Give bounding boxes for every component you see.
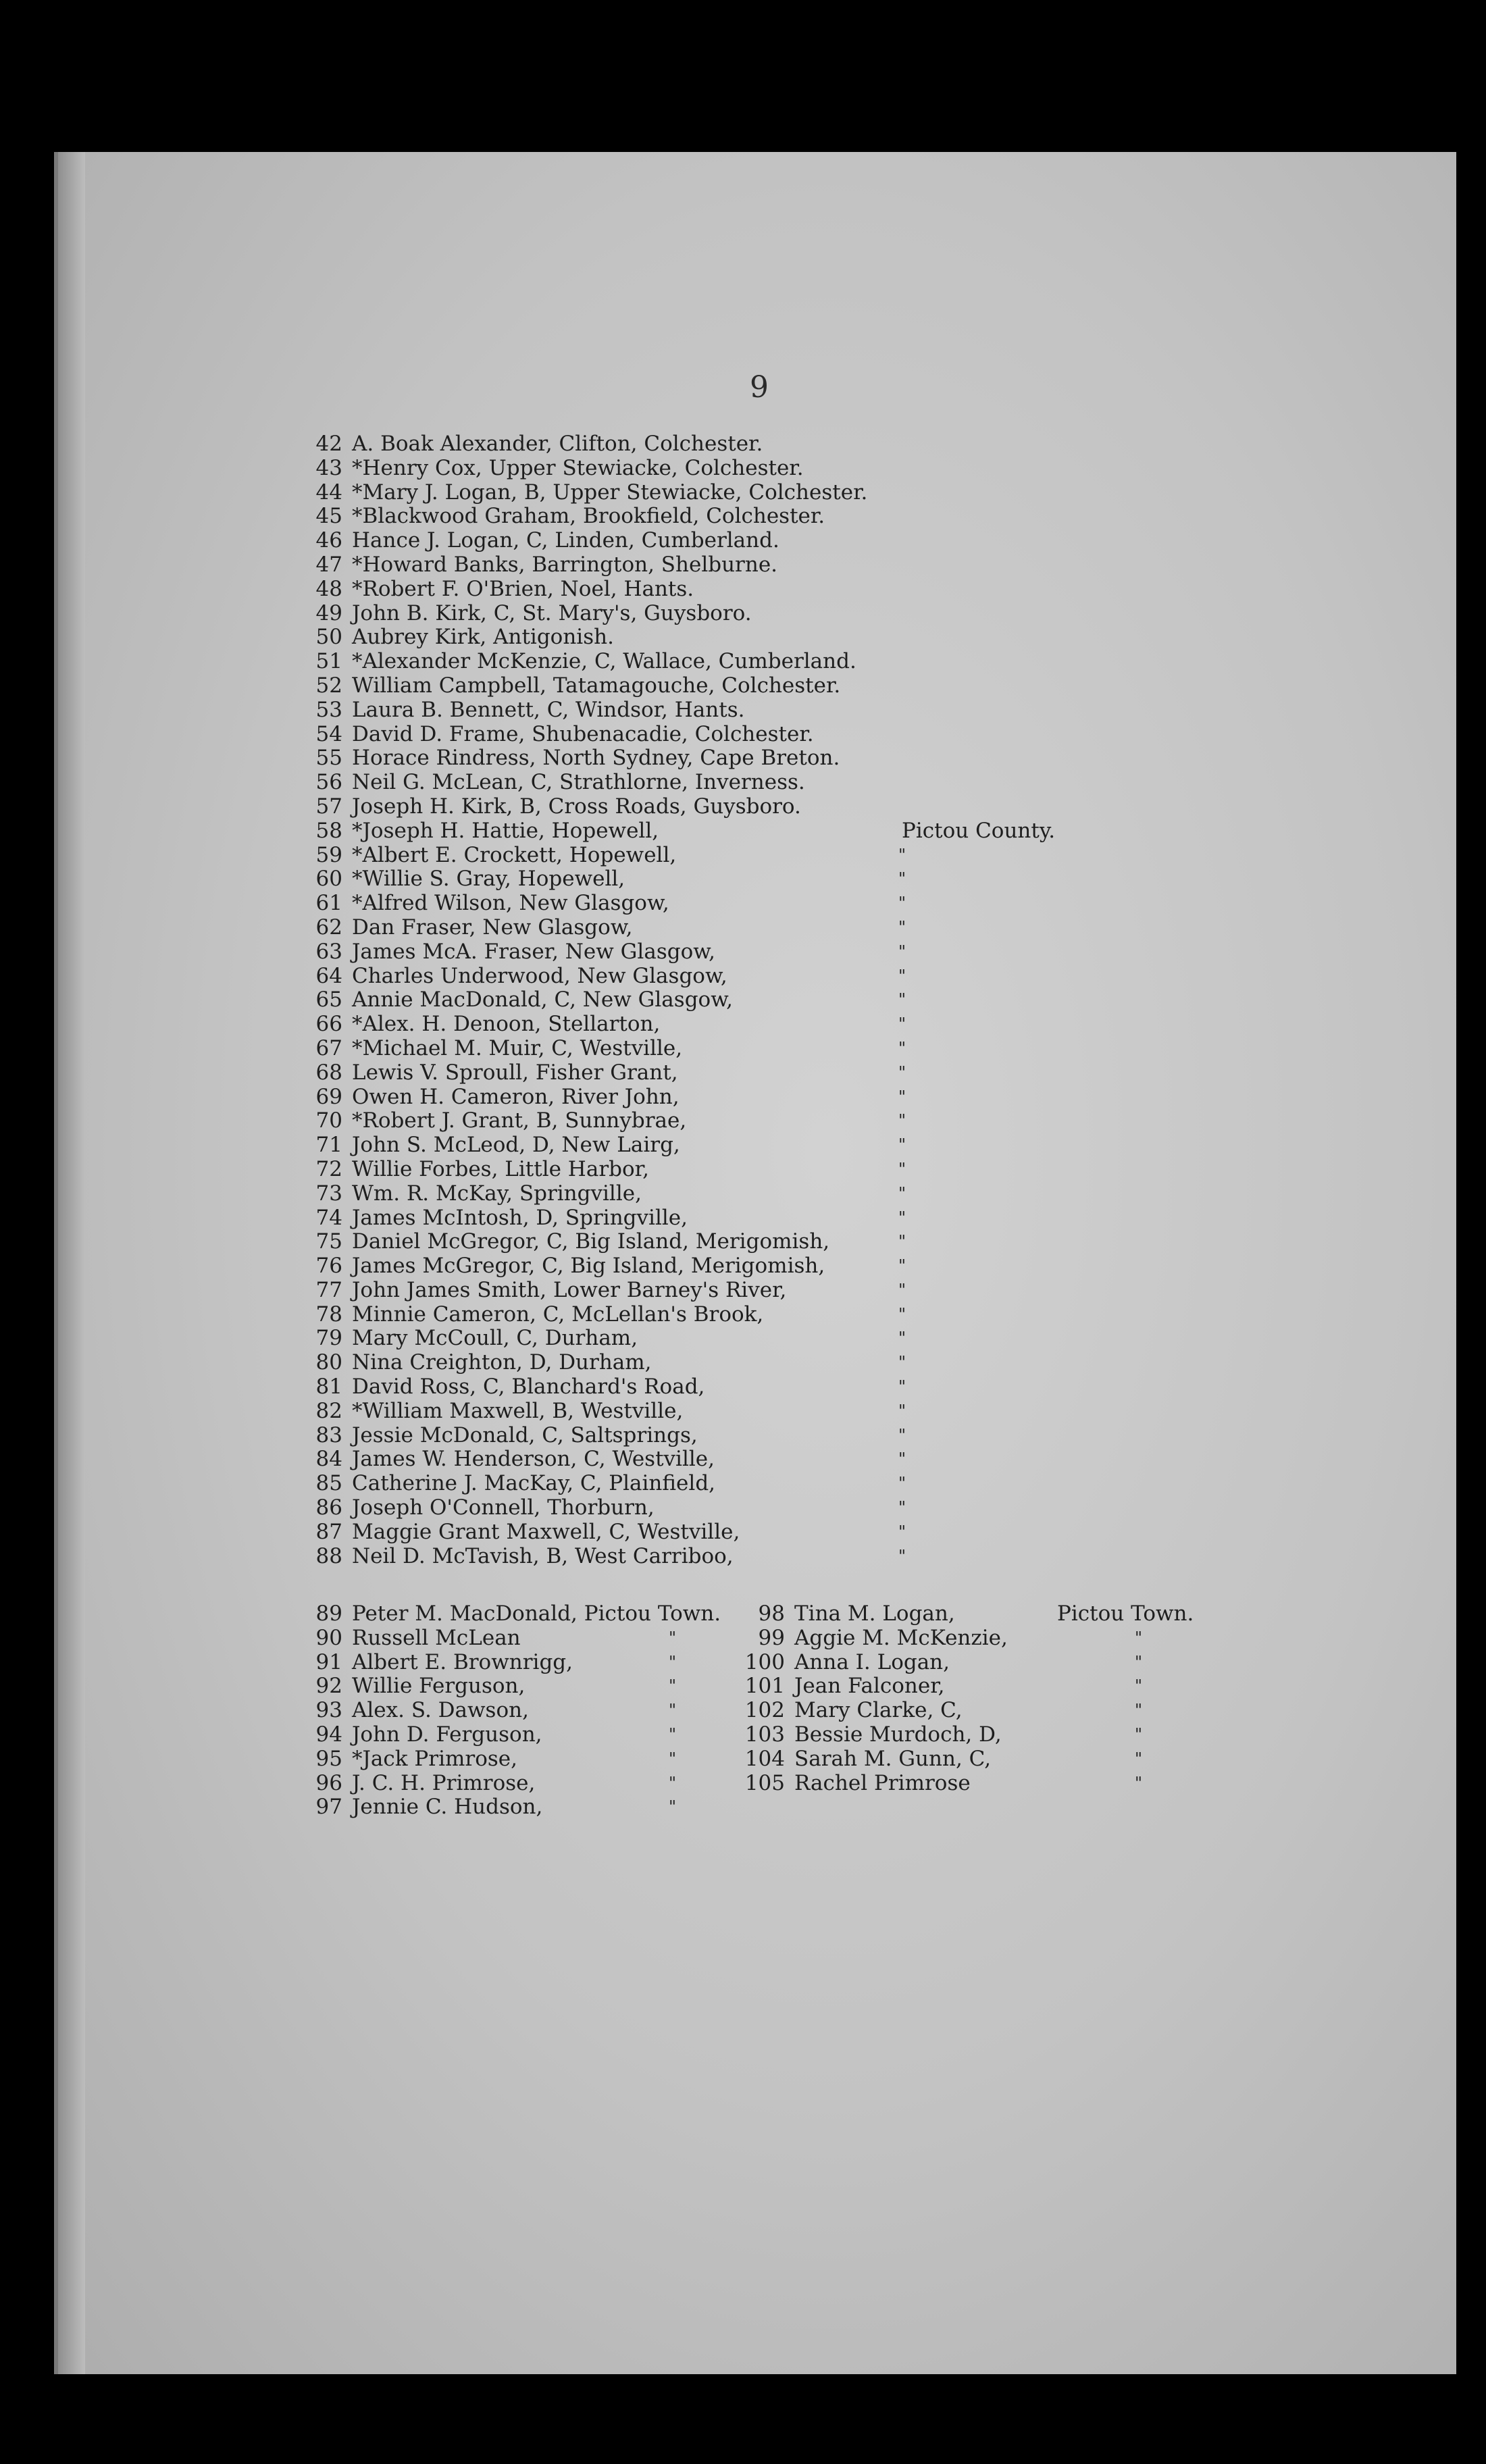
list-item: [307, 1520, 1253, 1545]
entry-text: Joseph H. Kirk, B, Cross Roads, Guysboro.: [352, 794, 801, 819]
entry-text: Dan Fraser, New Glasgow,: [352, 915, 633, 940]
entry-text: *Alexander McKenzie, C, Wallace, Cumberland.: [352, 649, 856, 674]
entry-number: 61: [315, 891, 342, 916]
entry-text: A. Boak Alexander, Clifton, Colchester.: [352, 432, 763, 456]
list-item: [307, 481, 1253, 505]
entry-number: 54: [315, 721, 342, 746]
right-column-entry: [743, 1674, 944, 1699]
list-item: [307, 529, 1253, 553]
entry-number: 92: [315, 1674, 342, 1699]
entry-text: Neil D. McTavish, B, West Carriboo,: [352, 1543, 734, 1568]
list-item: [307, 1037, 1253, 1061]
entry-number: 68: [315, 1060, 342, 1085]
entry-text: Daniel McGregor, C, Big Island, Merigomish,: [352, 1229, 830, 1254]
entry-number: 93: [315, 1698, 342, 1723]
ditto-mark: ": [669, 1773, 677, 1793]
entry-text: Charles Underwood, New Glasgow,: [352, 963, 727, 988]
entry-number: 95: [315, 1746, 342, 1771]
ditto-mark: ": [898, 845, 906, 865]
entry-number: 58: [315, 818, 342, 843]
list-item: [307, 1182, 1253, 1206]
entry-number: 86: [315, 1495, 342, 1520]
list-item: [307, 1424, 1253, 1448]
ditto-mark: ": [898, 1038, 906, 1058]
entry-number: 76: [315, 1254, 342, 1279]
list-item: [307, 457, 1253, 481]
list-item: [307, 1109, 1253, 1133]
entry-number: 100: [744, 1649, 785, 1674]
entry-number: 52: [315, 673, 342, 698]
entry-number: 96: [315, 1770, 342, 1795]
entry-number: 79: [315, 1326, 342, 1351]
entry-number: 87: [315, 1519, 342, 1544]
entry-text: John S. McLeod, D, New Lairg,: [352, 1133, 680, 1158]
entry-number: 91: [315, 1649, 342, 1674]
ditto-mark: ": [898, 942, 906, 961]
entry-text: *Mary J. Logan, B, Upper Stewiacke, Colchester.: [352, 480, 868, 505]
entry-number: 67: [315, 1035, 342, 1060]
ditto-mark: ": [898, 917, 906, 937]
ditto-mark: ": [898, 1522, 906, 1541]
entry-number: 59: [315, 842, 342, 867]
entry-text: Neil G. McLean, C, Strathlorne, Inverness.: [352, 770, 805, 795]
entry-text: Anna I. Logan,: [794, 1649, 950, 1674]
ditto-mark: ": [898, 1183, 906, 1203]
entry-text: James W. Henderson, C, Westville,: [352, 1447, 715, 1472]
list-item: [307, 1651, 1253, 1675]
ditto-mark: ": [1135, 1652, 1143, 1672]
entry-text: *Henry Cox, Upper Stewiacke, Colchester.: [352, 455, 804, 480]
entry-text: David Ross, C, Blanchard's Road,: [352, 1375, 705, 1400]
entry-number: 63: [315, 939, 342, 964]
ditto-mark: ": [898, 1546, 906, 1566]
list-item: [307, 771, 1253, 795]
entry-text: *Willie S. Gray, Hopewell,: [352, 867, 625, 892]
entry-number: 101: [744, 1674, 785, 1699]
entry-text: John B. Kirk, C, St. Mary's, Guysboro.: [352, 600, 752, 625]
entry-text: Jessie McDonald, C, Saltsprings,: [352, 1422, 698, 1447]
list-item: [307, 625, 1253, 650]
ditto-mark: ": [898, 1280, 906, 1300]
entry-number: 84: [315, 1447, 342, 1472]
list-item: [307, 940, 1253, 965]
entry-text: *Blackwood Graham, Brookfield, Colchester.: [352, 504, 825, 529]
list-item: [307, 650, 1253, 674]
entry-number: 57: [315, 794, 342, 819]
entry-text: Willie Forbes, Little Harbor,: [352, 1156, 649, 1181]
list-item: [307, 988, 1253, 1012]
entry-text: *Joseph H. Hattie, Hopewell,: [352, 818, 659, 843]
entry-text: Mary Clarke, C,: [794, 1698, 963, 1723]
entry-text: *William Maxwell, B, Westville,: [352, 1398, 684, 1423]
list-item: [307, 1327, 1253, 1351]
right-column-entry: [743, 1772, 971, 1796]
entry-list: [307, 432, 1253, 1568]
entry-number: 56: [315, 770, 342, 795]
entry-number: 45: [315, 504, 342, 529]
entry-text: *Howard Banks, Barrington, Shelburne.: [352, 552, 778, 577]
entry-text: Aggie M. McKenzie,: [794, 1625, 1008, 1650]
entry-text: *Alfred Wilson, New Glasgow,: [352, 891, 669, 916]
right-column-entry: [743, 1602, 955, 1626]
entry-number: 88: [315, 1543, 342, 1568]
entry-text: Rachel Primrose: [794, 1770, 971, 1795]
entry-text: Lewis V. Sproull, Fisher Grant,: [352, 1060, 678, 1085]
entry-number: 78: [315, 1302, 342, 1327]
entry-number: 66: [315, 1012, 342, 1037]
entry-text: Laura B. Bennett, C, Windsor, Hants.: [352, 697, 745, 722]
ditto-mark: ": [898, 1353, 906, 1372]
ditto-mark: ": [669, 1628, 677, 1647]
ditto-mark: ": [898, 1159, 906, 1179]
entry-text: James McIntosh, D, Springville,: [352, 1205, 688, 1230]
entry-text: James McA. Fraser, New Glasgow,: [352, 939, 715, 964]
entry-number: 72: [315, 1156, 342, 1181]
ditto-mark: ": [898, 990, 906, 1010]
entry-number: 49: [315, 600, 342, 625]
entry-text: Mary McCoull, C, Durham,: [352, 1326, 638, 1351]
entry-number: 104: [744, 1746, 785, 1771]
ditto-mark: ": [898, 1232, 906, 1252]
right-column-entry: [743, 1699, 963, 1723]
entry-text: Sarah M. Gunn, C,: [794, 1746, 992, 1771]
entry-number: 73: [315, 1181, 342, 1206]
entry-text: J. C. H. Primrose,: [352, 1770, 536, 1795]
ditto-mark: ": [898, 1474, 906, 1493]
right-column-entry: [743, 1626, 1008, 1651]
list-item: [307, 1772, 1253, 1796]
ditto-mark: ": [898, 1449, 906, 1469]
ditto-mark: ": [1135, 1628, 1143, 1647]
ditto-mark: ": [1135, 1724, 1143, 1744]
entry-text: Bessie Murdoch, D,: [794, 1722, 1002, 1747]
list-item: [307, 1545, 1253, 1569]
list-item: [307, 1230, 1253, 1254]
ditto-mark: ": [669, 1797, 677, 1817]
entry-number: 74: [315, 1205, 342, 1230]
entry-number: 103: [744, 1722, 785, 1747]
list-item: [307, 553, 1253, 578]
list-item: [307, 1133, 1253, 1158]
entry-text: Jennie C. Hudson,: [352, 1795, 543, 1820]
entry-text: Jean Falconer,: [794, 1674, 945, 1699]
entry-number: 64: [315, 963, 342, 988]
list-item: [307, 1447, 1253, 1472]
entry-number: 44: [315, 480, 342, 505]
county-label: Pictou County.: [902, 818, 1056, 843]
ditto-mark: ": [898, 1111, 906, 1131]
entry-number: 97: [315, 1795, 342, 1820]
entry-number: 99: [758, 1625, 785, 1650]
list-item: [307, 1747, 1253, 1772]
ditto-mark: ": [898, 1062, 906, 1082]
list-item: [307, 916, 1253, 940]
entry-text: *Alex. H. Denoon, Stellarton,: [352, 1012, 661, 1037]
entry-text: William Campbell, Tatamagouche, Colchester.: [352, 673, 841, 698]
ditto-mark: ": [669, 1701, 677, 1720]
entry-text: Willie Ferguson,: [352, 1674, 526, 1699]
list-item: [307, 1254, 1253, 1279]
ditto-mark: ": [898, 1329, 906, 1348]
pictou-town-list: [307, 1602, 1253, 1820]
list-item: [307, 1472, 1253, 1496]
list-item: [307, 892, 1253, 916]
ditto-mark: ": [898, 1401, 906, 1420]
entry-text: Albert E. Brownrigg,: [352, 1649, 573, 1674]
entry-number: 69: [315, 1084, 342, 1109]
entry-number: 90: [315, 1625, 342, 1650]
entry-text: Hance J. Logan, C, Linden, Cumberland.: [352, 528, 779, 553]
ditto-mark: ": [898, 1377, 906, 1397]
list-item: [307, 1400, 1253, 1424]
entry-number: 89: [315, 1601, 342, 1626]
entry-number: 60: [315, 867, 342, 892]
entry-number: 48: [315, 576, 342, 601]
ditto-mark: ": [1135, 1676, 1143, 1696]
list-item: [307, 844, 1253, 868]
entry-text: Minnie Cameron, C, McLellan's Brook,: [352, 1302, 764, 1327]
list-item: [307, 1626, 1253, 1651]
ditto-mark: ": [669, 1676, 677, 1696]
list-item: [307, 1061, 1253, 1085]
entry-text: *Jack Primrose,: [352, 1746, 517, 1771]
entry-number: 102: [744, 1698, 785, 1723]
entry-text: Russell McLean: [352, 1625, 521, 1650]
list-item: [307, 698, 1253, 723]
ditto-mark: ": [898, 1304, 906, 1324]
list-item: [307, 505, 1253, 529]
list-item: [307, 965, 1253, 989]
entry-number: 85: [315, 1471, 342, 1496]
page-number: 9: [750, 370, 769, 405]
entry-text: John James Smith, Lower Barney's River,: [352, 1277, 787, 1302]
entry-number: 105: [744, 1770, 785, 1795]
list-item: [307, 432, 1253, 457]
entry-text: Peter M. MacDonald, Pictou Town.: [352, 1601, 721, 1626]
list-item: [307, 1375, 1253, 1400]
entry-text: Horace Rindress, North Sydney, Cape Breton.: [352, 746, 840, 771]
list-item: [307, 1085, 1253, 1110]
entry-number: 98: [758, 1601, 785, 1626]
entry-number: 53: [315, 697, 342, 722]
entry-number: 62: [315, 915, 342, 940]
entry-text: Owen H. Cameron, River John,: [352, 1084, 680, 1109]
list-item: [307, 819, 1253, 844]
list-item: [307, 1723, 1253, 1747]
list-item: [307, 602, 1253, 626]
list-item: [307, 1699, 1253, 1723]
ditto-mark: ": [669, 1652, 677, 1672]
ditto-mark: ": [898, 1087, 906, 1106]
entry-number: 77: [315, 1277, 342, 1302]
ditto-mark: ": [669, 1749, 677, 1768]
list-item: [307, 1351, 1253, 1375]
list-item: [307, 1158, 1253, 1182]
list-item: [307, 1496, 1253, 1520]
entry-number: 42: [315, 432, 342, 456]
list-item: [307, 1206, 1253, 1231]
right-column-entry: [743, 1651, 950, 1675]
entry-number: 94: [315, 1722, 342, 1747]
ditto-mark: ": [898, 1135, 906, 1155]
ditto-mark: ": [898, 1256, 906, 1276]
right-column-entry: [743, 1747, 991, 1772]
ditto-mark: ": [1135, 1749, 1143, 1768]
entry-number: 75: [315, 1229, 342, 1254]
entry-number: 51: [315, 649, 342, 674]
list-item: [307, 578, 1253, 602]
entry-number: 65: [315, 987, 342, 1012]
entry-number: 81: [315, 1375, 342, 1400]
list-item: [307, 674, 1253, 698]
entry-text: *Robert F. O'Brien, Noel, Hants.: [352, 576, 694, 601]
ditto-mark: ": [898, 1208, 906, 1227]
ditto-mark: ": [898, 894, 906, 913]
list-item: [307, 723, 1253, 747]
entry-text: Annie MacDonald, C, New Glasgow,: [352, 987, 733, 1012]
ditto-mark: ": [1135, 1773, 1143, 1793]
entry-number: 43: [315, 455, 342, 480]
entry-number: 80: [315, 1350, 342, 1375]
entry-number: 50: [315, 625, 342, 650]
entry-number: 70: [315, 1108, 342, 1133]
ditto-mark: ": [898, 1425, 906, 1445]
entry-number: 46: [315, 528, 342, 553]
entry-number: 47: [315, 552, 342, 577]
entry-text: Nina Creighton, D, Durham,: [352, 1350, 652, 1375]
entry-text: Joseph O'Connell, Thorburn,: [352, 1495, 655, 1520]
entry-text: Wm. R. McKay, Springville,: [352, 1181, 642, 1206]
ditto-mark: ": [898, 966, 906, 985]
entry-number: 55: [315, 746, 342, 771]
list-item: [307, 1674, 1253, 1699]
list-item: [307, 795, 1253, 819]
list-item: [307, 1602, 1253, 1626]
ditto-mark: ": [898, 1498, 906, 1518]
page-binding-edge: [58, 152, 85, 2374]
entry-text: Maggie Grant Maxwell, C, Westville,: [352, 1519, 740, 1544]
entry-text: Aubrey Kirk, Antigonish.: [352, 625, 614, 650]
ditto-mark: ": [898, 869, 906, 889]
list-item: [307, 746, 1253, 771]
entry-number: 82: [315, 1398, 342, 1423]
ditto-mark: ": [898, 1015, 906, 1034]
entry-text: John D. Ferguson,: [352, 1722, 542, 1747]
list-item: [307, 1795, 1253, 1820]
ditto-mark: ": [1135, 1701, 1143, 1720]
right-column-entry: [743, 1723, 1002, 1747]
entry-text: Tina M. Logan,: [794, 1601, 955, 1626]
list-item: [307, 1012, 1253, 1037]
town-label: Pictou Town.: [1057, 1601, 1194, 1626]
ditto-mark: ": [669, 1724, 677, 1744]
list-item: [307, 867, 1253, 892]
list-item: [307, 1303, 1253, 1327]
entry-text: *Michael M. Muir, C, Westville,: [352, 1035, 683, 1060]
entry-text: James McGregor, C, Big Island, Merigomish,: [352, 1254, 825, 1279]
entry-text: David D. Frame, Shubenacadie, Colchester.: [352, 721, 814, 746]
entry-text: *Albert E. Crockett, Hopewell,: [352, 842, 677, 867]
list-item: [307, 1279, 1253, 1303]
entry-number: 83: [315, 1422, 342, 1447]
entry-text: *Robert J. Grant, B, Sunnybrae,: [352, 1108, 687, 1133]
entry-number: 71: [315, 1133, 342, 1158]
entry-text: Catherine J. MacKay, C, Plainfield,: [352, 1471, 716, 1496]
entry-text: Alex. S. Dawson,: [352, 1698, 529, 1723]
